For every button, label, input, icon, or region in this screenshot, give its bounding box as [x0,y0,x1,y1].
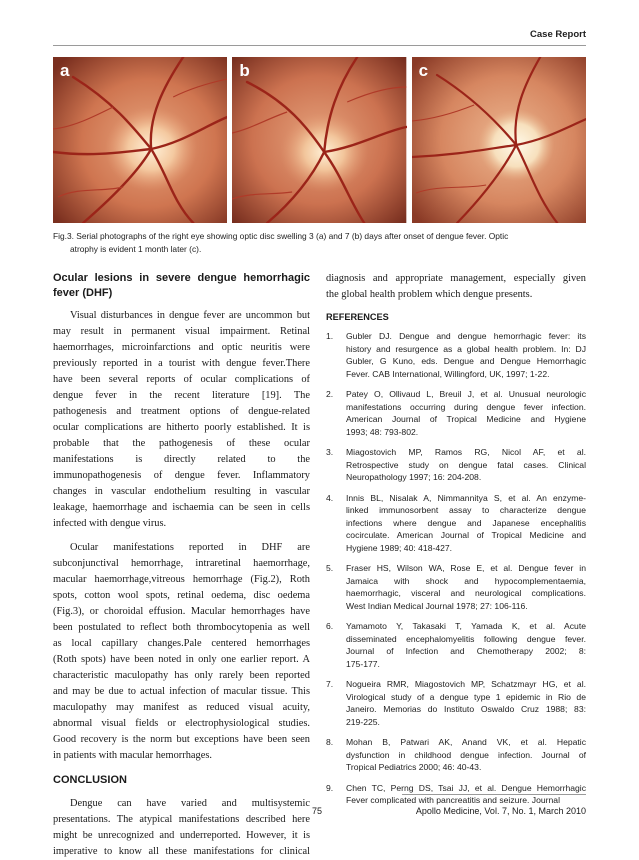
text-line: (Fig.3), or choroidal effusion. Macular hemorrhages have [53,606,310,617]
reference-line: Nogueira RMR, Miagostovich MP, Schatzmayr HG, et al. [346,679,586,689]
reference-line: history and resurgence as a global health problem. In: DJ [346,343,586,354]
text-line: imperative to know all these manifestations for clinical [53,846,310,857]
reference-text [346,388,586,438]
text-line: Visual disturbances in dengue fever are uncommon but [70,310,310,321]
reference-list [326,330,586,807]
reference-text [346,446,586,484]
reference-line: Gubler, G Kuno, eds. Dengue and Dengue Hemorrhagic [346,356,586,366]
reference-line: Fever. CAB International, Willingford, UK, 1997; 1-22. [346,368,550,379]
reference-text [346,330,586,380]
text-line: may result in permanent visual impairment. Retinal [53,326,310,337]
paragraph-visual-disturbances [53,308,310,532]
text-line: pathogenesis and treatment options of dengue-related [53,406,310,417]
reference-line: Gubler DJ. Dengue and dengue hemorrhagic fever: its [346,331,586,341]
reference-line: 1993; 48: 793-802. [346,426,419,437]
text-line: (Roth spots) have been noted in only one earlier report. A [53,654,310,665]
panel-letter-b: b [239,61,250,80]
text-line: spots, cotton wool spots, retinal oedema, disc oedema [53,590,310,601]
text-line: have been several reports of ocular complications of [53,374,310,385]
text-line: the global health problem which dengue presents. [326,289,533,300]
reference-line: Tropical Pediatrics 2000; 46: 40-43. [346,762,482,772]
reference-line: American Journal of Tropical Medicine and Hygiene [346,414,586,424]
heading-line: fever (DHF) [53,287,113,299]
reference-text [346,678,586,728]
figure-photo-strip [53,57,586,223]
reference-text [346,736,586,774]
text-line: haemorrhages, microinfarctions and optic neuritis were [53,342,310,353]
reference-line: Journal of Infection and Chemotherapy 2002; 8: [346,646,586,656]
reference-line: Neuropathology 1997; 16: 204-208. [346,472,482,482]
reference-number: 8. [326,737,334,747]
reference-line: infections where dengue and Japanese encephalitis [346,517,586,528]
reference-number: 6. [326,621,334,631]
reference-line: Miagostovich MP, Ramos RG, Nicol AF, et al. [346,447,586,457]
text-line: probable that the pathogenesis of these ocular [53,438,310,449]
reference-line: 175-177. [346,658,380,669]
reference-line: manifestations occurring during dengue fever infection. [346,401,586,412]
text-line: characteristic maculopathy has only rarely been reported [53,670,310,681]
reference-line: Yamamoto Y, Takasaki T, Yamada K, et al. Acute [346,621,586,631]
reference-line: Fever complicated with pancreatitis and seizure. Journal [346,795,560,805]
reference-number: 2. [326,389,334,399]
reference-line: Mohan B, Patwari AK, Anand VK, et al. Hepatic [346,737,586,747]
running-header: Case Report [530,29,586,40]
text-line: immunopathogenesis of dengue fever. Inflammatory [53,470,310,481]
reference-line: Innis BL, Nisalak A, Nimmannitya S, et al. An enzyme- [346,492,586,503]
text-line: diagnosis and appropriate management, especially given [326,273,586,284]
reference-line: dysfunction in childhood dengue infection. Journal of [346,749,586,760]
reference-number: 7. [326,679,334,689]
text-line: dengue fever in the recent literature [19]. The [53,390,310,401]
text-line: Ocular manifestations reported in DHF are [70,542,310,553]
section-heading-ocular-lesions [53,271,310,301]
reference-text [346,620,586,670]
left-column [53,271,310,860]
reference-line: haemorrhagic, visceral and neurological complications. [346,588,586,598]
reference-item [326,446,586,484]
reference-number: 5. [326,563,334,573]
figure-caption-line-2: atrophy is evident 1 month later (c). [70,244,202,254]
reference-item [326,330,586,380]
figure-caption [53,230,586,256]
text-line: manifestations is directly related to the [53,454,310,465]
header-rule [53,45,586,46]
reference-line: Retrospective study on dengue fatal cases. Clinical [346,459,586,470]
text-line: macular haemorrhage,vitreous hemorrhage (Fig.2), Roth [53,574,310,585]
text-line: leakage, haemorrhage and ischaemia can be seen in cells [53,502,310,513]
text-line: in patients with macular hemorrhages. [53,750,212,761]
text-line: presentations. The atypical manifestations described here [53,814,310,825]
footer-rule [402,794,586,795]
references-heading: REFERENCES [326,312,389,322]
reference-line: West Indian Medical Journal 1978; 27: 106-116. [346,600,528,611]
reference-item [326,736,586,774]
reference-text [346,562,586,612]
reference-number: 4. [326,492,334,503]
text-line: infected with dengue virus. [53,518,167,529]
reference-number: 9. [326,782,334,793]
reference-line: Chen TC, Perng DS, Tsai JJ, et al. Dengue Hemorrhagic [346,782,586,793]
reference-line: linked immunosorbent assay to characterize dengue [346,505,586,515]
right-column [326,271,586,815]
reference-item [326,678,586,728]
panel-letter-c: c [418,61,429,80]
paragraph-continued [326,271,586,303]
fundus-photo-b [232,57,406,223]
text-line: previously reported in a tourist with dengue fever.There [53,358,310,369]
panel-letter-a: a [60,61,70,80]
journal-citation: Apollo Medicine, Vol. 7, No. 1, March 2010 [415,806,586,816]
reference-line: Fraser HS, Wilson WA, Rose E, et al. Dengue fever in [346,563,586,573]
text-line: ocular complications are hitherto poorly established. It is [53,422,310,433]
text-line: subconjunctival hemorrhage, intraretinal haemorrhage, [53,558,310,569]
reference-number: 3. [326,447,334,457]
reference-line: Virological study of a dengue type 1 epidemic in Rio de [346,691,586,702]
fundus-photo-a [53,57,227,223]
text-line: Dengue can have varied and multisystemic [70,798,310,809]
text-line: and may be due to actual infection of macular tissue. This [53,686,310,697]
paragraph-conclusion [53,796,310,860]
reference-item [326,492,586,555]
reference-number: 1. [326,331,334,341]
reference-line: Janeiro. Memorias do Instituto Oswaldo Cruz 1988; 83: [346,704,586,714]
text-line: been postulated to reflect both thrombocytopenia as well [53,622,310,633]
reference-line: Hygiene 1989; 40: 418-427. [346,542,453,553]
text-line: might be unrecognized and underreported. However, it is [53,830,310,841]
fundus-photo-c [412,57,586,223]
text-line: as local capillary changes.Pale centered hemorrhages [53,638,310,649]
paragraph-ocular-manifestations [53,540,310,764]
reference-line: cocirculate. American Journal of Tropical Medicine and [346,530,586,540]
text-line: changes in vascular endothelium resulting in vascular [53,486,310,497]
reference-line: 219-225. [346,716,380,727]
text-line: maculopathy may manifest as reduced visual acuity, [53,702,310,713]
reference-item [326,388,586,438]
page-number: 75 [312,806,323,816]
text-line: Good recovery is the norm but exceptions have been seen [53,734,310,745]
reference-line: Jamaica with shock and hypocomplementaemia, [346,575,586,586]
reference-line: disseminated encephalomyelitis following dengue fever. [346,633,586,644]
text-line: abnormal visual fields or electrophysiological studies. [53,718,310,729]
reference-line: Patey O, Ollivaud L, Breuil J, et al. Unusual neurologic [346,389,586,399]
figure-caption-line-1: Fig.3. Serial photographs of the right eye showing optic disc swelling 3 (a) and 7 (b) days after onset of dengue fever. Optic [53,231,509,241]
reference-item [326,620,586,670]
reference-item [326,562,586,612]
heading-line: Ocular lesions in severe dengue hemorrhagic [53,272,310,284]
section-heading-conclusion: CONCLUSION [53,774,127,786]
reference-text [346,492,586,555]
